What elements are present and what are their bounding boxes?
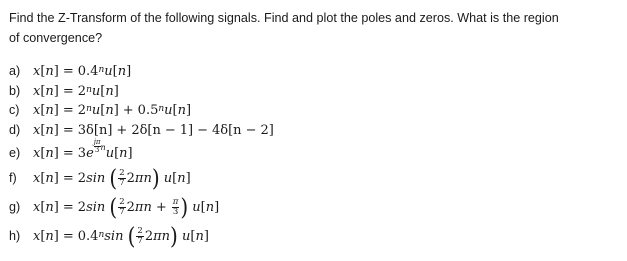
problem-label: a) <box>9 64 21 78</box>
equation: x [ n ] = 2 $^n$ u [ n ] + 0.5 $^n$ u [ n ] <box>33 102 192 118</box>
problem-h <box>9 222 209 250</box>
problem-c <box>9 99 191 121</box>
instructions-line-1: Find the Z-Transform of the following signals. Find and plot the poles and zeros. What is the region <box>9 11 559 25</box>
problem-g <box>9 193 220 221</box>
problem-d <box>9 119 274 141</box>
problem-e <box>9 137 133 164</box>
instructions-line-2: of convergence? <box>9 31 103 45</box>
problem-label: b) <box>9 84 21 98</box>
problem-label: d) <box>9 123 21 137</box>
problem-label: c) <box>9 103 20 117</box>
equation: x [ n ] = 2 $^n$ u [ n ] <box>33 83 119 99</box>
equation: x [ n ] = 3δ[n] + 2δ[n − 1] − 4δ[n − 2] <box>33 122 274 138</box>
problem-label: e) <box>9 146 21 160</box>
problem-a <box>9 60 131 82</box>
equation: x [ n ] = 0.4 $^n$ u [ n ] <box>33 63 132 79</box>
equation: x [ n ] = 3 e jπ 3 n u [ n ] <box>33 137 133 161</box>
problem-f <box>9 164 191 192</box>
instructions <box>9 8 609 48</box>
equation: x [ n ] = 0.4 $^n$ sin ( $\frac{2}{7}$ 2 πn ) u [ n ] <box>33 222 209 250</box>
problem-label: g) <box>9 200 21 214</box>
equation: x [ n ] = 2 sin ( $\frac{2}{7}$ 2 πn ) u [ n ] <box>33 164 191 192</box>
problem-label: f) <box>9 171 17 185</box>
problem-label: h) <box>9 229 21 243</box>
equation: x [ n ] = 2 sin ( $\frac{2}{7}$ 2 πn + $\frac{\pi}{3}$ ) u [ n ] <box>33 193 220 221</box>
